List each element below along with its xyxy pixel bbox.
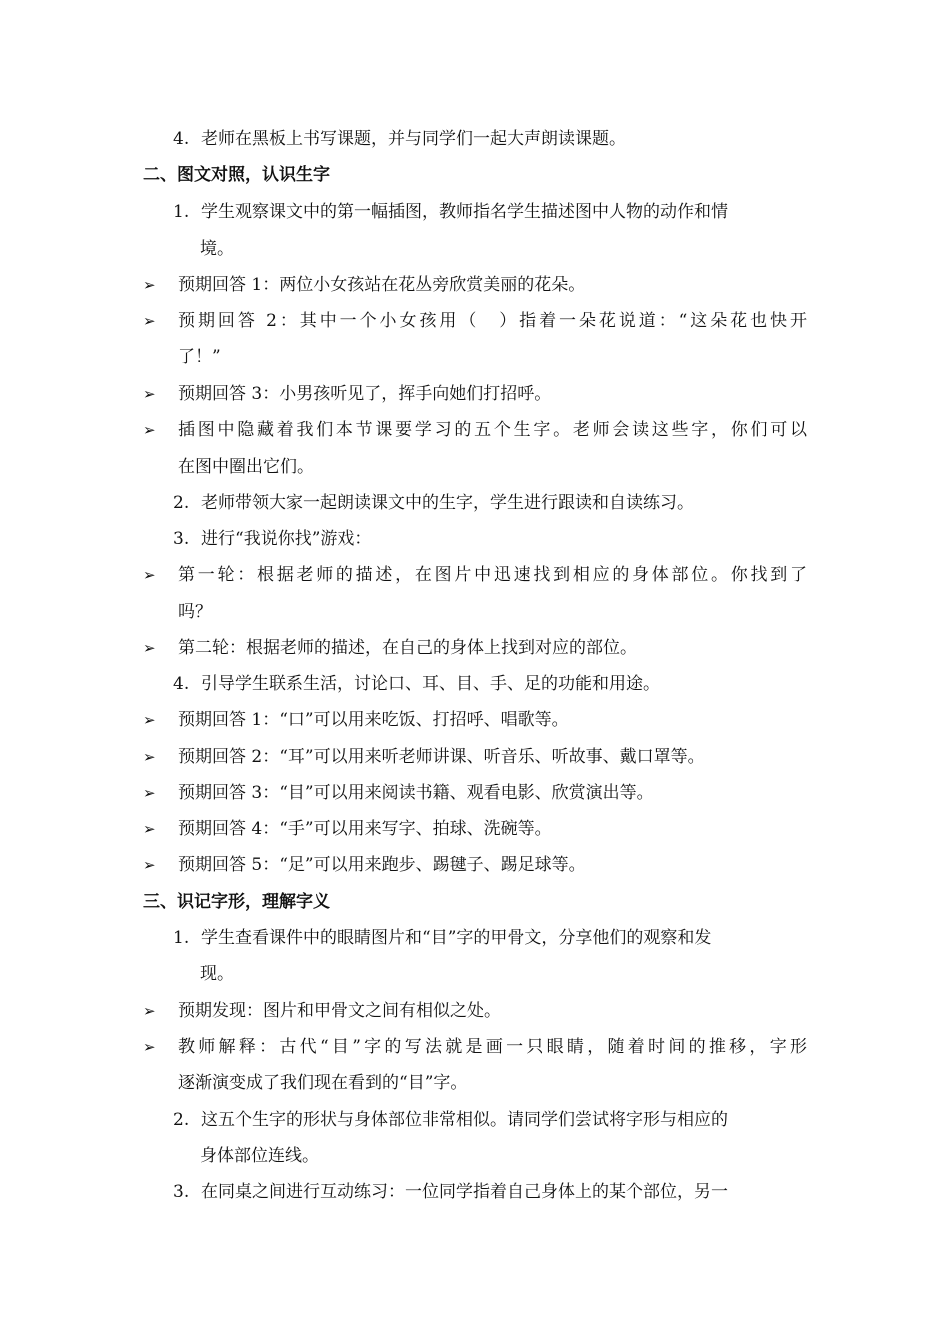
arrow-bullet-icon: ➢	[143, 566, 156, 584]
bullet-text: 插图中隐藏着我们本节课要学习的五个生字。老师会读这些字，你们可以	[178, 420, 807, 440]
item-number: 2.	[173, 1110, 190, 1130]
item-number: 4.	[173, 129, 190, 149]
bullet-item	[143, 418, 807, 442]
bullet-text: 第一轮：根据老师的描述，在图片中迅速找到相应的身体部位。你找到了	[178, 565, 807, 585]
bullet-item	[143, 382, 807, 406]
arrow-bullet-icon: ➢	[143, 856, 156, 874]
bullet-item	[143, 636, 807, 660]
numbered-item	[173, 1108, 728, 1132]
bullet-item	[143, 781, 807, 805]
item-continuation: 现。	[200, 964, 234, 984]
bullet-item	[143, 1035, 807, 1059]
item-number: 3.	[173, 529, 190, 549]
bullet-text: 预期回答 1：“口”可以用来吃饭、打招呼、唱歌等。	[178, 710, 569, 730]
numbered-item	[173, 200, 728, 224]
item-number: 2.	[173, 493, 190, 513]
arrow-bullet-icon: ➢	[143, 820, 156, 838]
bullet-item	[143, 853, 807, 877]
numbered-item	[173, 672, 660, 696]
item-number: 4.	[173, 674, 190, 694]
arrow-bullet-icon: ➢	[143, 421, 156, 439]
bullet-text: 预期回答 2：“耳”可以用来听老师讲课、听音乐、听故事、戴口罩等。	[178, 747, 705, 767]
arrow-bullet-icon: ➢	[143, 748, 156, 766]
bullet-item	[143, 563, 807, 587]
item-text: 学生观察课文中的第一幅插图，教师指名学生描述图中人物的动作和情	[201, 202, 728, 222]
numbered-item	[173, 926, 711, 950]
item-text: 老师带领大家一起朗读课文中的生字，学生进行跟读和自读练习。	[201, 493, 694, 513]
bullet-text: 预期回答 3：小男孩听见了，挥手向她们打招呼。	[178, 384, 552, 404]
arrow-bullet-icon: ➢	[143, 312, 156, 330]
bullet-text: 第二轮：根据老师的描述，在自己的身体上找到对应的部位。	[178, 638, 637, 658]
arrow-bullet-icon: ➢	[143, 1002, 156, 1020]
item-text: 学生查看课件中的眼睛图片和“目”字的甲骨文，分享他们的观察和发	[201, 928, 712, 948]
bullet-item	[143, 817, 807, 841]
bullet-text: 预期发现：图片和甲骨文之间有相似之处。	[178, 1001, 501, 1021]
bullet-item	[143, 745, 807, 769]
arrow-bullet-icon: ➢	[143, 711, 156, 729]
item-continuation: 身体部位连线。	[200, 1146, 319, 1166]
bullet-item	[143, 309, 807, 333]
bullet-text: 预期回答 5：“足”可以用来跑步、踢毽子、踢足球等。	[178, 855, 586, 875]
bullet-text: 预期回答 3：“目”可以用来阅读书籍、观看电影、欣赏演出等。	[178, 783, 654, 803]
bullet-continuation: 了！”	[178, 347, 221, 367]
item-text: 引导学生联系生活，讨论口、耳、目、手、足的功能和用途。	[201, 674, 660, 694]
bullet-continuation: 在图中圈出它们。	[178, 457, 314, 477]
bullet-continuation: 逐渐演变成了我们现在看到的“目”字。	[178, 1073, 468, 1093]
section-heading-2: 二、图文对照，认识生字	[143, 165, 330, 185]
item-number: 1.	[173, 928, 190, 948]
arrow-bullet-icon: ➢	[143, 385, 156, 403]
section-heading-3: 三、识记字形，理解字义	[143, 892, 330, 912]
item-text: 这五个生字的形状与身体部位非常相似。请同学们尝试将字形与相应的	[201, 1110, 728, 1130]
bullet-text: 预期回答 1：两位小女孩站在花丛旁欣赏美丽的花朵。	[178, 275, 586, 295]
bullet-text: 预期回答 4：“手”可以用来写字、拍球、洗碗等。	[178, 819, 552, 839]
item-text: 进行“我说你找”游戏：	[201, 529, 372, 549]
item-number: 3.	[173, 1182, 190, 1202]
bullet-text: 预期回答 2：其中一个小女孩用（ ）指着一朵花说道：“这朵花也快开	[178, 311, 807, 331]
arrow-bullet-icon: ➢	[143, 639, 156, 657]
arrow-bullet-icon: ➢	[143, 276, 156, 294]
arrow-bullet-icon: ➢	[143, 1038, 156, 1056]
item-number: 1.	[173, 202, 190, 222]
bullet-text: 教师解释：古代“目”字的写法就是画一只眼睛，随着时间的推移，字形	[178, 1037, 807, 1057]
bullet-item	[143, 273, 807, 297]
bullet-item	[143, 708, 807, 732]
item-text: 老师在黑板上书写课题，并与同学们一起大声朗读课题。	[201, 129, 626, 149]
item-text: 在同桌之间进行互动练习：一位同学指着自己身体上的某个部位，另一	[201, 1182, 728, 1202]
bullet-item	[143, 999, 807, 1023]
arrow-bullet-icon: ➢	[143, 784, 156, 802]
item-continuation: 境。	[200, 239, 234, 259]
numbered-item	[173, 1180, 728, 1204]
bullet-continuation: 吗？	[178, 602, 212, 622]
numbered-item	[173, 127, 626, 151]
numbered-item	[173, 491, 694, 515]
numbered-item	[173, 527, 371, 551]
